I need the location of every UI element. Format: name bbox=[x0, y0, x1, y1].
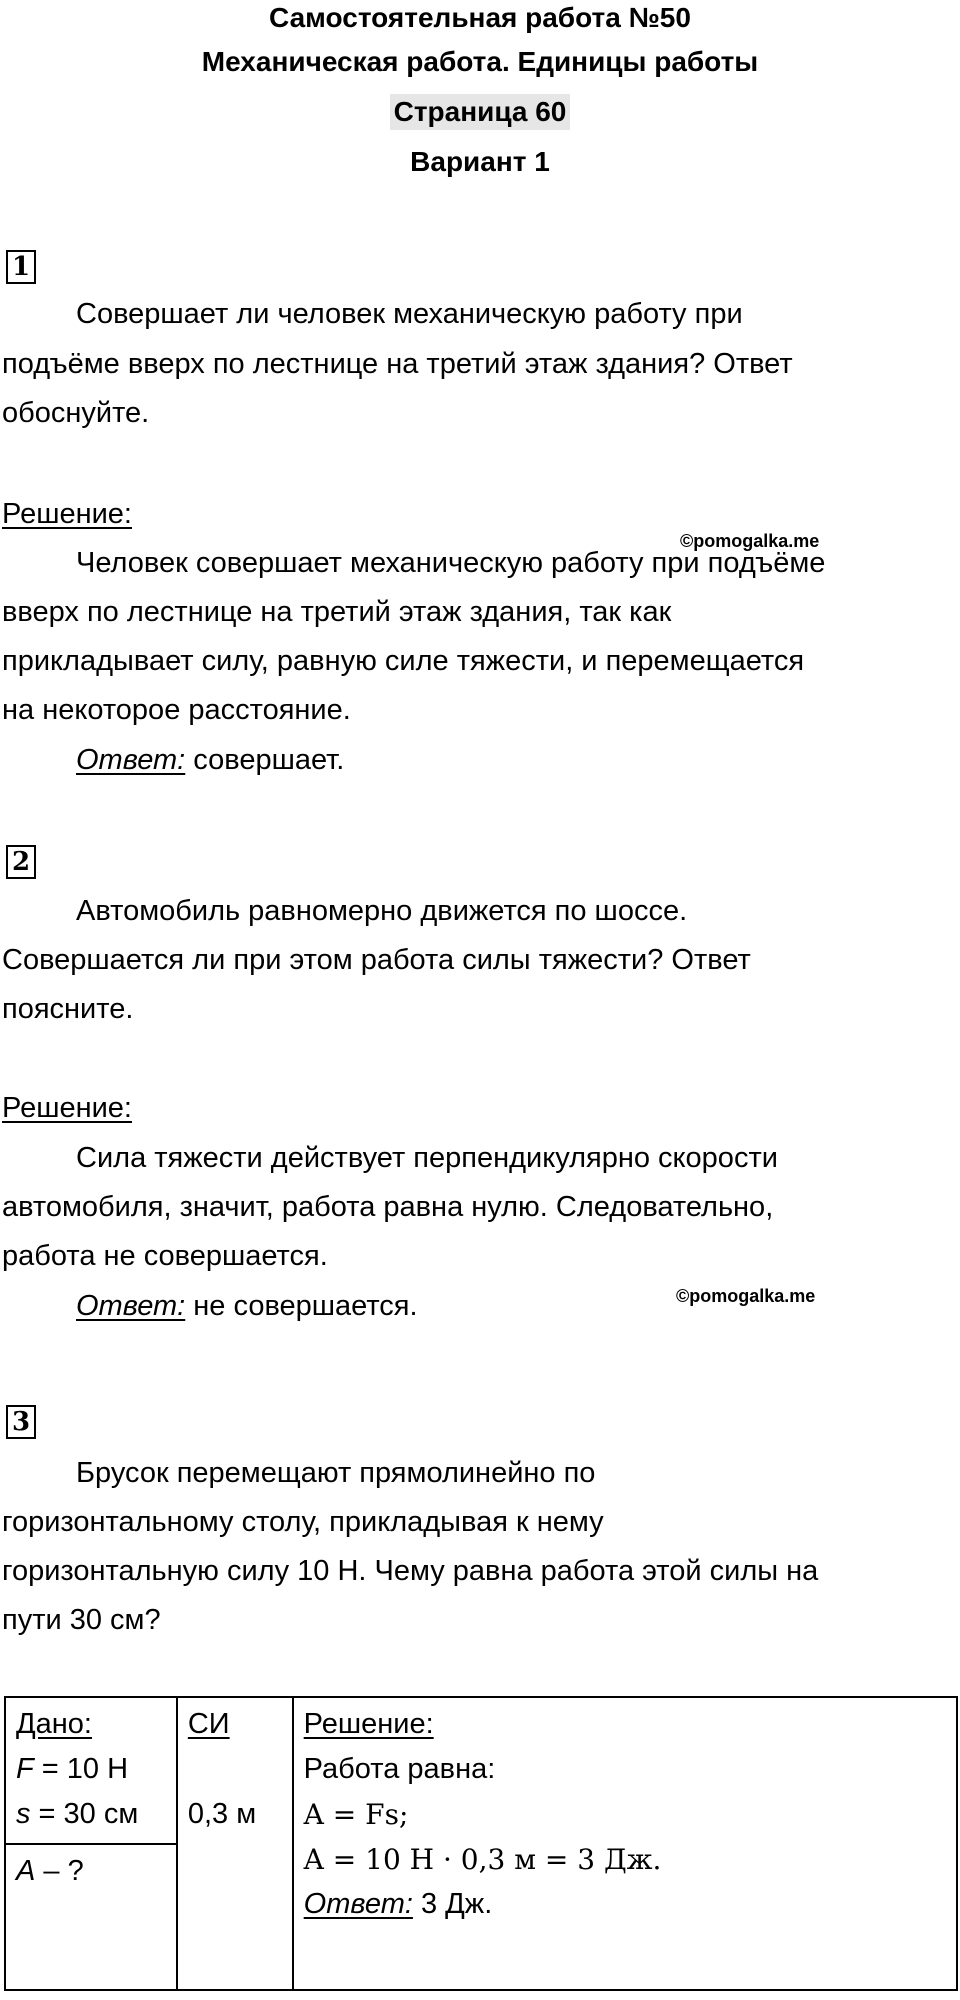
given-row bbox=[16, 1747, 166, 1792]
task-1-solution-line: прикладывает силу, равную силе тяжести, и перемещается bbox=[2, 645, 805, 677]
task-1-question-line: обоснуйте. bbox=[2, 397, 150, 429]
task-3-question-line: горизонтальному столу, прикладывая к нему bbox=[2, 1506, 604, 1538]
page-number: Страница 60 bbox=[390, 94, 571, 130]
task-1-number: 1 bbox=[6, 250, 36, 284]
task-3-number: 3 bbox=[6, 1405, 36, 1439]
find-var: A bbox=[16, 1855, 36, 1887]
task-1-solution-label: Решение: bbox=[2, 498, 132, 530]
task-1-solution-line: на некоторое расстояние. bbox=[2, 694, 351, 726]
si-spacer bbox=[188, 1747, 282, 1792]
task-2-solution-line: автомобиля, значит, работа равна нулю. Следовательно, bbox=[2, 1191, 774, 1223]
task-1-question-line: Совершает ли человек механическую работу при bbox=[76, 298, 743, 330]
task-2-solution-label: Решение: bbox=[2, 1092, 132, 1124]
given-value: = 10 Н bbox=[33, 1753, 129, 1785]
task-3-question-line: горизонтальную силу 10 Н. Чему равна работа этой силы на bbox=[2, 1555, 819, 1587]
given-var: s bbox=[16, 1798, 31, 1830]
solution-header: Решение: bbox=[303, 1708, 434, 1740]
si-header: СИ bbox=[187, 1708, 230, 1740]
solution-answer bbox=[304, 1882, 946, 1927]
solution-line: Работа равна: bbox=[303, 1753, 496, 1785]
calculation-line: A = 10 Н · 0,3 м = 3 Дж. bbox=[303, 1843, 662, 1876]
task-3-question-line: пути 30 см? bbox=[2, 1604, 161, 1636]
answer-label: Ответ: bbox=[76, 744, 186, 776]
watermark: ©pomogalka.me bbox=[680, 531, 820, 551]
answer-value: совершает. bbox=[193, 744, 345, 776]
watermark: ©pomogalka.me bbox=[676, 1286, 816, 1306]
task-1-answer bbox=[76, 742, 344, 778]
task-2-question-line: Совершается ли при этом работа силы тяжести? Ответ bbox=[2, 944, 751, 976]
si-value: 0,3 м bbox=[187, 1798, 257, 1830]
task-2-question-line: Автомобиль равномерно движется по шоссе. bbox=[76, 895, 688, 927]
given-header: Дано: bbox=[16, 1708, 92, 1740]
task-2-number: 2 bbox=[6, 845, 36, 879]
task-3-question-line: Брусок перемещают прямолинейно по bbox=[76, 1457, 596, 1489]
given-solution-table bbox=[4, 1696, 958, 1991]
formula-line: A = Fs; bbox=[303, 1798, 409, 1831]
given-var: F bbox=[16, 1753, 34, 1785]
page-number-wrap bbox=[0, 94, 960, 130]
worksheet-title: Самостоятельная работа №50 bbox=[269, 2, 691, 33]
given-row bbox=[16, 1792, 166, 1837]
solution-cell bbox=[293, 1697, 957, 1990]
si-cell bbox=[177, 1697, 293, 1990]
given-cell bbox=[5, 1697, 177, 1844]
answer-label: Ответ: bbox=[303, 1888, 413, 1920]
variant-label: Вариант 1 bbox=[410, 146, 550, 177]
task-1-solution-line: вверх по лестнице на третий этаж здания, так как bbox=[2, 596, 672, 628]
answer-value: 3 Дж. bbox=[420, 1888, 493, 1920]
task-2-question-line: поясните. bbox=[2, 993, 134, 1025]
find-value: – ? bbox=[35, 1855, 84, 1887]
given-value: = 30 см bbox=[30, 1798, 139, 1830]
answer-value: не совершается. bbox=[193, 1290, 418, 1322]
worksheet-subtitle: Механическая работа. Единицы работы bbox=[201, 46, 759, 77]
find-row bbox=[16, 1849, 166, 1894]
find-cell bbox=[5, 1844, 177, 1990]
task-2-solution-line: Сила тяжести действует перпендикулярно скорости bbox=[76, 1142, 778, 1174]
task-1-solution-line: Человек совершает механическую работу при подъёме bbox=[76, 547, 826, 579]
task-2-solution-line: работа не совершается. bbox=[2, 1240, 328, 1272]
task-1-question-line: подъёме вверх по лестнице на третий этаж здания? Ответ bbox=[2, 348, 793, 380]
task-2-answer bbox=[76, 1288, 418, 1324]
answer-label: Ответ: bbox=[76, 1290, 186, 1322]
